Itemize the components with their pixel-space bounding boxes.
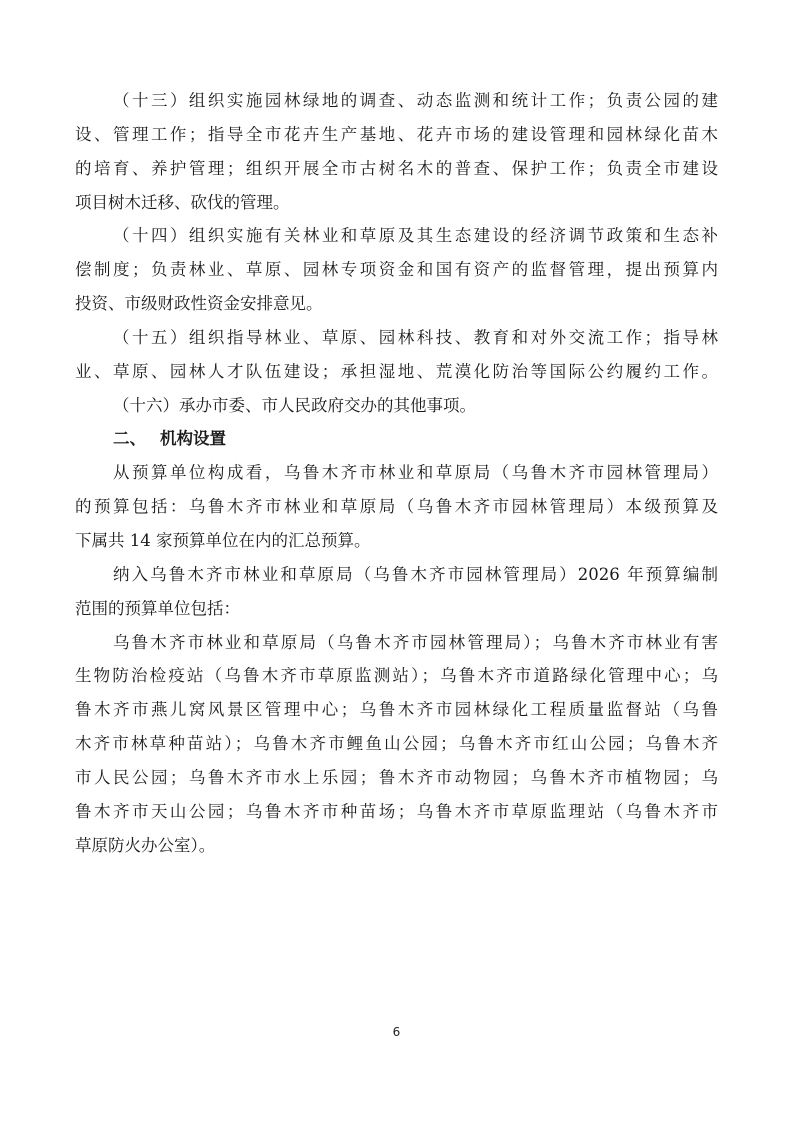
text-line: 木齐市林草种苗站）；乌鲁木齐市鲤鱼山公园；乌鲁木齐市红山公园；乌鲁木齐 (75, 734, 718, 754)
text-line: （十三）组织实施园林绿地的调查、动态监测和统计工作；负责公园的建 (113, 91, 718, 110)
text-line: （十四）组织实施有关林业和草原及其生态建设的经济调节政策和生态补 (113, 226, 718, 246)
text-line: 业、草原、园林人才队伍建设；承担湿地、荒漠化防治等国际公约履约工作。 (75, 361, 718, 381)
text-line: 偿制度；负责林业、草原、园林专项资金和国有资产的监督管理，提出预算内 (75, 260, 718, 280)
text-line: 下属共 14 家预算单位在内的汇总预算。 (75, 530, 371, 550)
text-line: 鲁木齐市燕儿窝风景区管理中心；乌鲁木齐市园林绿化工程质量监督站（乌鲁 (75, 700, 718, 720)
paragraph-16 (75, 389, 718, 423)
text-line: 生物防治检疫站（乌鲁木齐市草原监测站）；乌鲁木齐市道路绿化管理中心；乌 (75, 666, 718, 686)
text-line: 投资、市级财政性资金安排意见。 (75, 294, 323, 314)
text-line: 从预算单位构成看，乌鲁木齐市林业和草原局（乌鲁木齐市园林管理局） (113, 463, 718, 483)
text-line: 乌鲁木齐市林业和草原局（乌鲁木齐市园林管理局）；乌鲁木齐市林业有害 (113, 632, 718, 652)
paragraph-15 (75, 321, 718, 389)
text-line: 市人民公园；乌鲁木齐市水上乐园；鲁木齐市动物园；乌鲁木齐市植物园；乌 (75, 767, 718, 787)
section-heading (75, 422, 718, 456)
text-line: 范围的预算单位包括： (75, 598, 240, 618)
text-line: （十六）承办市委、市人民政府交办的其他事项。 (113, 395, 476, 415)
text-line: 项目树木迁移、砍伐的管理。 (75, 192, 290, 212)
text-line: 设、管理工作；指导全市花卉生产基地、花卉市场的建设管理和园林绿化苗木 (75, 124, 718, 144)
body-text (75, 84, 718, 862)
paragraph-14 (75, 219, 718, 321)
section-number: 二、 (113, 429, 146, 449)
paragraph-budget-scope (75, 558, 718, 626)
section-title: 机构设置 (160, 429, 226, 449)
page-number: 6 (392, 1025, 401, 1039)
text-line: 鲁木齐市天山公园；乌鲁木齐市种苗场；乌鲁木齐市草原监理站（乌鲁木齐市 (75, 801, 718, 821)
text-line: 的预算包括：乌鲁木齐市林业和草原局（乌鲁木齐市园林管理局）本级预算及 (75, 497, 718, 517)
paragraph-unit-list (75, 626, 718, 863)
text-line: （十五）组织指导林业、草原、园林科技、教育和对外交流工作；指导林 (113, 327, 718, 347)
text-line: 纳入乌鲁木齐市林业和草原局（乌鲁木齐市园林管理局）2026 年预算编制 (113, 564, 718, 584)
text-line: 的培育、养护管理；组织开展全市古树名木的普查、保护工作；负责全市建设 (75, 158, 718, 178)
paragraph-13 (75, 84, 718, 219)
paragraph-budget-composition (75, 456, 718, 558)
text-line: 草原防火办公室）。 (75, 835, 216, 855)
